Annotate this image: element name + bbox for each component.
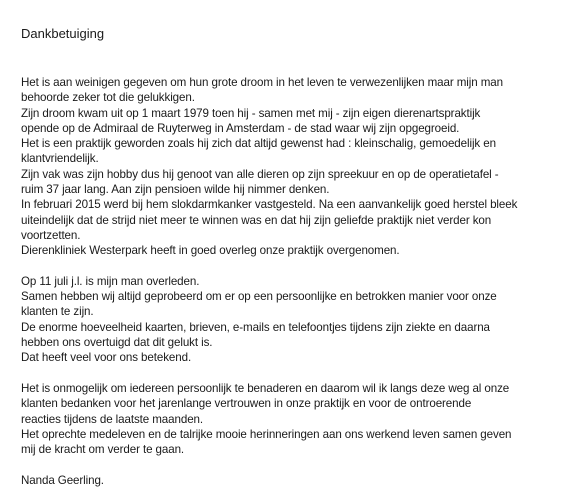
- paragraph-1-line: ruim 37 jaar lang. Aan zijn pensioen wilde hij nimmer denken.: [21, 183, 330, 197]
- paragraph-3-line: Het oprechte medeleven en de talrijke mooie herinneringen aan ons werkend leven samen geven: [21, 427, 512, 441]
- paragraph-2-line: hebben ons overtuigd dat dit gelukt is.: [21, 336, 213, 350]
- paragraph-2-line: klanten te zijn.: [21, 305, 94, 319]
- paragraph-1-line: uiteindelijk dat de strijd niet meer te winnen was en dat hij zijn geliefde praktijk niet verder kon: [21, 213, 492, 227]
- paragraph-spacer: [21, 259, 552, 274]
- paragraph-1-line: Zijn droom kwam uit op 1 maart 1979 toen hij - samen met mij - zijn eigen dierenartspraktijk: [21, 106, 481, 120]
- paragraph-3-line: mij de kracht om verder te gaan.: [21, 443, 185, 457]
- paragraph-1-line: opende op de Admiraal de Ruyterweg in Amsterdam - de stad waar wij zijn opgegroeid.: [21, 121, 460, 135]
- paragraph-spacer: [21, 457, 552, 472]
- paragraph-1: [21, 75, 552, 259]
- signature: Nanda Geerling.: [21, 473, 104, 487]
- paragraph-2-line: De enorme hoeveelheid kaarten, brieven, e-mails en telefoontjes tijdens zijn ziekte en daarna: [21, 320, 490, 334]
- paragraph-1-line: Het is aan weinigen gegeven om hun grote droom in het leven te verwezenlijken maar mijn man: [21, 76, 503, 89]
- paragraph-1-line: In februari 2015 werd bij hem slokdarmkanker vastgesteld. Na een aanvankelijk goed herstel bleek: [21, 198, 518, 212]
- paragraph-2-line: Op 11 juli j.l. is mijn man overleden.: [21, 274, 200, 288]
- paragraph-1-line: klantvriendelijk.: [21, 152, 99, 166]
- paragraph-1-line: voortzetten.: [21, 228, 81, 242]
- paragraph-2-line: Dat heeft veel voor ons betekend.: [21, 351, 192, 365]
- document-title: Dankbetuiging: [21, 26, 105, 41]
- paragraph-3-line: reacties tijdens de laatste maanden.: [21, 412, 204, 426]
- paragraph-1-line: Het is een praktijk geworden zoals hij zich dat altijd gewenst had : kleinschalig, gemoedelijk en: [21, 137, 496, 151]
- paragraph-3-line: Het is onmogelijk om iedereen persoonlijk te benaderen en daarom wil ik langs deze weg al onze: [21, 381, 510, 395]
- paragraph-2: [21, 274, 552, 366]
- paragraph-1-line: Dierenkliniek Westerpark heeft in goed overleg onze praktijk overgenomen.: [21, 244, 400, 258]
- paragraph-spacer: [21, 366, 552, 381]
- paragraph-1-line: Zijn vak was zijn hobby dus hij genoot van alle dieren op zijn spreekuur en op de operatietafel -: [21, 167, 499, 181]
- paragraph-3-line: klanten bedanken voor het jarenlange vertrouwen in onze praktijk en voor de ontroerende: [21, 397, 472, 411]
- paragraph-3: [21, 381, 552, 457]
- paragraph-1-line: behoorde zeker tot die gelukkigen.: [21, 91, 195, 105]
- paragraph-2-line: Samen hebben wij altijd geprobeerd om er op een persoonlijke en betrokken manier voor onze: [21, 290, 497, 304]
